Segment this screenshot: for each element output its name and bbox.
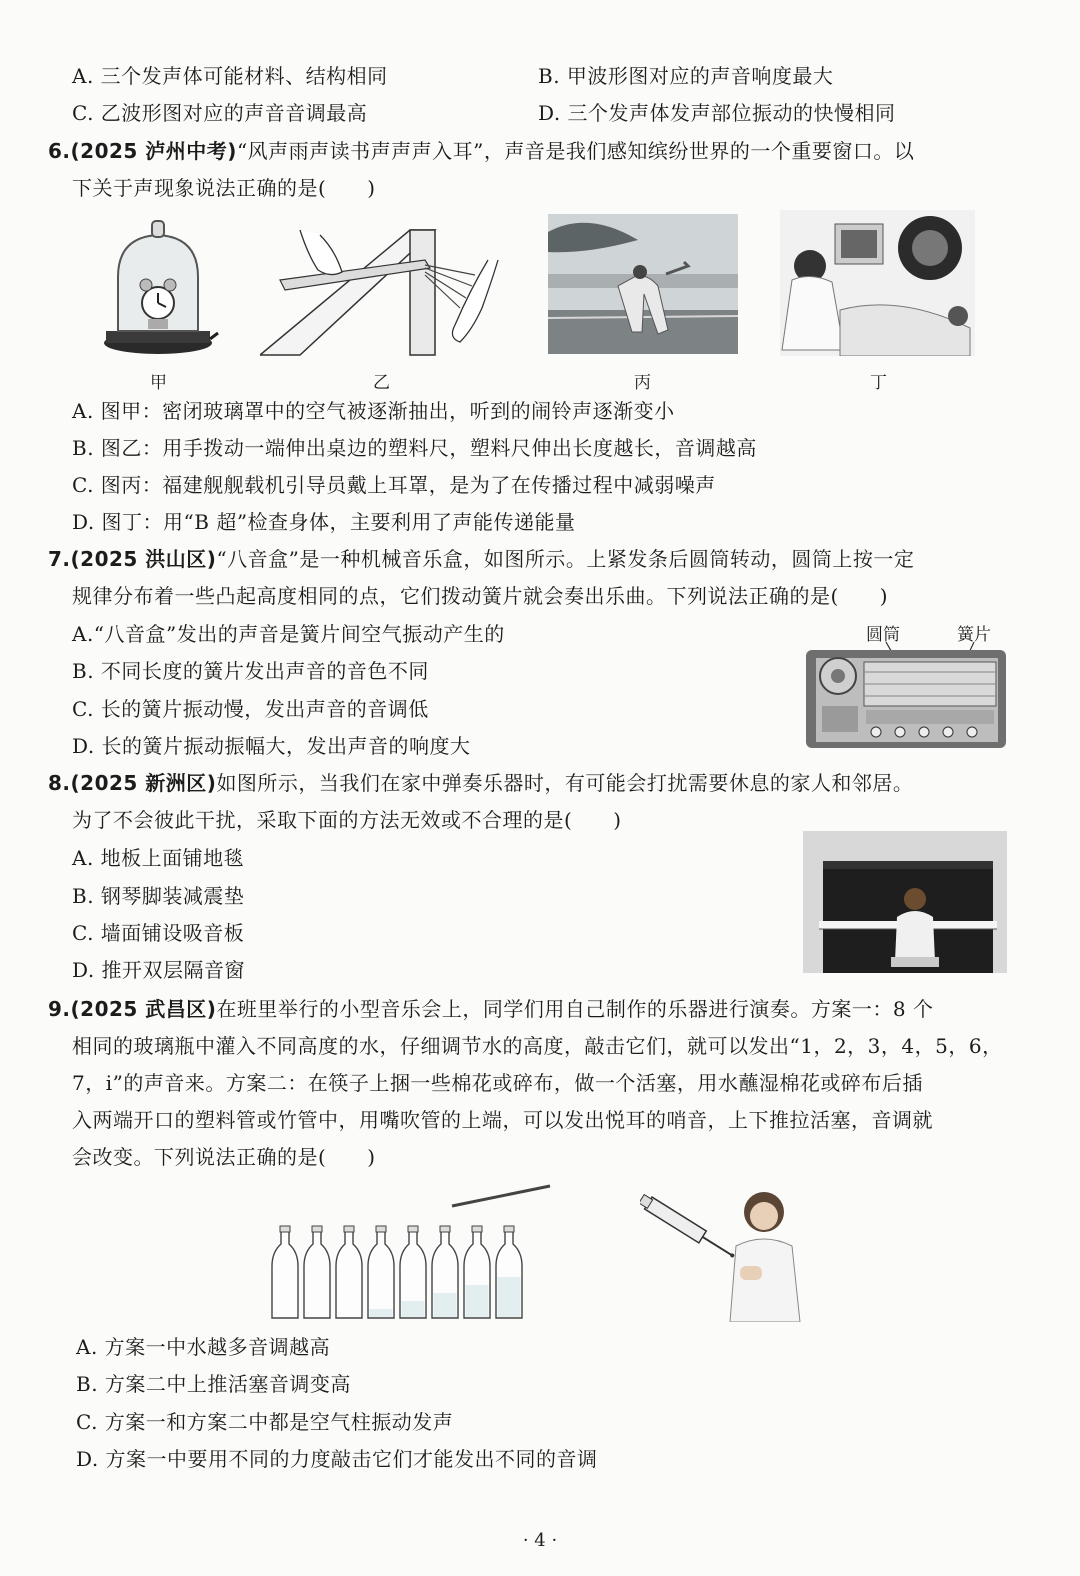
q5-option-d: D. 三个发声体发声部位振动的快慢相同 <box>538 101 896 125</box>
carrier-deck-photo <box>548 214 738 354</box>
water-bottles-figure <box>262 1180 562 1325</box>
caption-bing: 丙 <box>634 373 651 393</box>
q8-option-b: B. 钢琴脚装减震垫 <box>72 884 245 908</box>
q7-number: 7. <box>48 547 71 571</box>
bottle-neck <box>472 1226 482 1232</box>
slide-whistle-figure <box>640 1180 812 1322</box>
ultrasound-figure <box>780 210 975 356</box>
q8-stem1: 如图所示，当我们在家中弹奏乐器时，有可能会打扰需要休息的家人和邻居。 <box>216 771 914 795</box>
caption-jia: 甲 <box>150 373 167 393</box>
q8-stem-line1 <box>48 769 913 797</box>
bottle-water <box>370 1309 393 1317</box>
q6-source: (2025 泸州中考) <box>70 139 237 163</box>
piano-photo <box>803 831 1007 973</box>
q9-option-c: C. 方案一和方案二中都是空气柱振动发声 <box>76 1410 454 1434</box>
q7-option-a: A.“八音盒”发出的声音是簧片间空气振动产生的 <box>72 622 505 646</box>
q7-stem1: “八音盒”是一种机械音乐盒，如图所示。上紧发条后圆筒转动，圆筒上按一定 <box>216 547 915 571</box>
caption-ding: 丁 <box>870 373 887 393</box>
bottle-water <box>466 1285 489 1317</box>
bottle-neck <box>376 1226 386 1232</box>
q7-option-c: C. 长的簧片振动慢，发出声音的音调低 <box>72 697 429 721</box>
q9-stem-line3: 7，i”的声音来。方案二：在筷子上捆一些棉花或碎布，做一个活塞，用水蘸湿棉花或碎布后插 <box>72 1071 923 1095</box>
q8-option-c: C. 墙面铺设吸音板 <box>72 921 245 945</box>
q6-number: 6. <box>48 139 71 163</box>
q6-option-a: A. 图甲：密闭玻璃罩中的空气被逐渐抽出，听到的闹铃声逐渐变小 <box>72 399 675 423</box>
q8-source: (2025 新洲区) <box>70 771 217 795</box>
q6-stem-line2: 下关于声现象说法正确的是( ) <box>72 176 376 200</box>
q7-option-d: D. 长的簧片振动振幅大，发出声音的响度大 <box>72 734 471 758</box>
label-reed: 簧片 <box>957 625 991 645</box>
bottle-water <box>402 1301 425 1317</box>
q8-number: 8. <box>48 771 71 795</box>
q8-option-a: A. 地板上面铺地毯 <box>72 846 245 870</box>
bottle-neck <box>440 1226 450 1232</box>
glass-bottle <box>304 1230 330 1318</box>
q9-option-a: A. 方案一中水越多音调越高 <box>76 1335 331 1359</box>
q8-stem-line2: 为了不会彼此干扰，采取下面的方法无效或不合理的是( ) <box>72 808 622 832</box>
q9-option-b: B. 方案二中上推活塞音调变高 <box>76 1372 351 1396</box>
q6-option-b: B. 图乙：用手拨动一端伸出桌边的塑料尺，塑料尺伸出长度越长，音调越高 <box>72 436 757 460</box>
q9-stem-line5: 会改变。下列说法正确的是( ) <box>72 1145 376 1169</box>
bottle-water <box>498 1277 521 1317</box>
q6-stem-line1 <box>48 137 914 165</box>
glass-bottle <box>368 1230 394 1318</box>
bell-jar-figure <box>100 215 220 360</box>
music-box-figure <box>806 640 1006 750</box>
q5-option-b: B. 甲波形图对应的声音响度最大 <box>538 64 834 88</box>
q9-stem-line4: 入两端开口的塑料管或竹管中，用嘴吹管的上端，可以发出悦耳的哨音，上下推拉活塞，音调就 <box>72 1108 933 1132</box>
glass-bottle <box>272 1230 298 1318</box>
ruler-figure <box>260 220 500 358</box>
q9-stem1: 在班里举行的小型音乐会上，同学们用自己制作的乐器进行演奏。方案一：8 个 <box>216 997 934 1021</box>
q9-option-d: D. 方案一中要用不同的力度敲击它们才能发出不同的音调 <box>76 1447 598 1471</box>
q5-option-a: A. 三个发声体可能材料、结构相同 <box>72 64 388 88</box>
page-number: · 4 · <box>522 1530 558 1551</box>
q9-stem-line2: 相同的玻璃瓶中灌入不同高度的水，仔细调节水的高度，敲击它们，就可以发出“1，2，3，4，5，6， <box>72 1034 1003 1058</box>
q6-option-c: C. 图丙：福建舰舰载机引导员戴上耳罩，是为了在传播过程中减弱噪声 <box>72 473 716 497</box>
glass-bottle <box>336 1230 362 1318</box>
bottle-neck <box>344 1226 354 1232</box>
q7-option-b: B. 不同长度的簧片发出声音的音色不同 <box>72 659 429 683</box>
q9-number: 9. <box>48 997 71 1021</box>
bottle-neck <box>504 1226 514 1232</box>
label-cylinder: 圆筒 <box>866 625 900 645</box>
q5-option-c: C. 乙波形图对应的声音音调最高 <box>72 101 368 125</box>
caption-yi: 乙 <box>373 373 390 393</box>
bottle-neck <box>280 1226 290 1232</box>
q7-stem-line1 <box>48 545 914 573</box>
bottle-neck <box>312 1226 322 1232</box>
bottle-water <box>434 1293 457 1317</box>
q6-stem1: “风声雨声读书声声声入耳”，声音是我们感知缤纷世界的一个重要窗口。以 <box>236 139 915 163</box>
q8-option-d: D. 推开双层隔音窗 <box>72 958 246 982</box>
q7-source: (2025 洪山区) <box>70 547 217 571</box>
bottle-neck <box>408 1226 418 1232</box>
q7-stem-line2: 规律分布着一些凸起高度相同的点，它们拨动簧片就会奏出乐曲。下列说法正确的是( ) <box>72 584 889 608</box>
q9-stem-line1 <box>48 995 934 1023</box>
q9-source: (2025 武昌区) <box>70 997 217 1021</box>
q6-option-d: D. 图丁：用“B 超”检查身体，主要利用了声能传递能量 <box>72 510 576 534</box>
